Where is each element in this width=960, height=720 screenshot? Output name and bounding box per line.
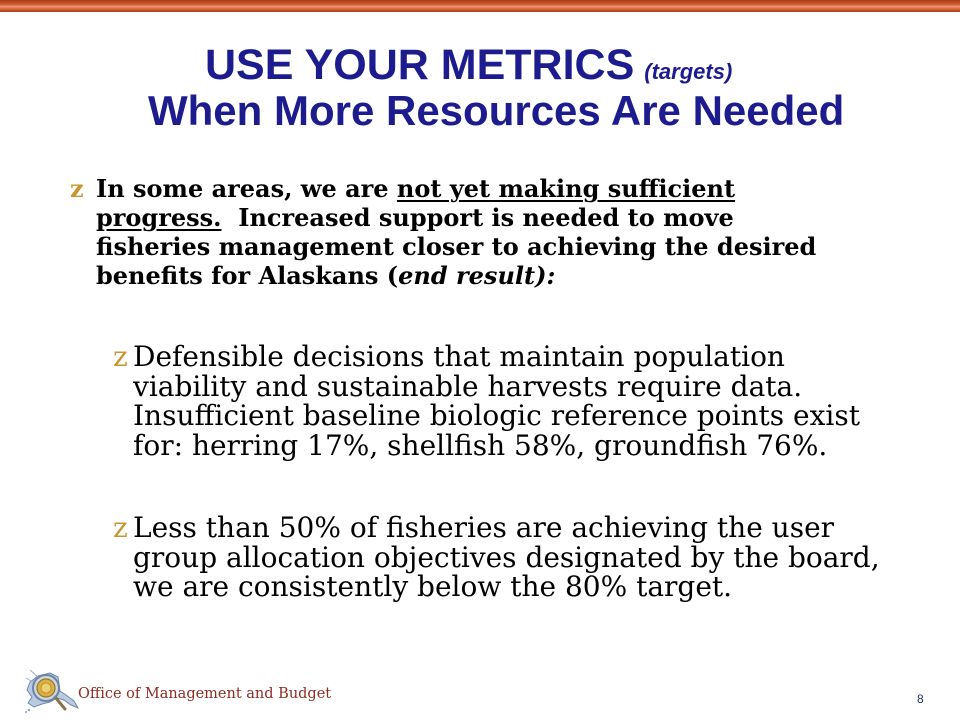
sub-bullet-line: Defensible decisions that maintain population <box>133 340 785 373</box>
main-bullet-line <box>96 203 816 232</box>
sub-bullet-line: Less than 50% of fisheries are achieving the user <box>133 511 835 544</box>
footer-organization-name: Office of Management and Budget <box>78 686 332 702</box>
sub-bullet-line: we are consistently below the 80% target. <box>133 570 733 603</box>
slide-title <box>205 41 733 89</box>
text-segment: benefits for Alaskans ( <box>96 261 399 290</box>
text-segment: Increased support is needed to move <box>221 203 734 232</box>
sub-bullet-text <box>133 342 860 460</box>
alaska-seal-magnifier-logo <box>24 662 80 718</box>
text-segment: In some areas, we are <box>96 174 397 203</box>
sub-bullet-line: viability and sustainable harvests require data. <box>133 369 803 403</box>
slide-title-qualifier: (targets) <box>644 59 733 84</box>
page-number: 8 <box>917 692 924 706</box>
main-bullet-line <box>96 261 816 290</box>
underlined-text: progress. <box>96 203 222 232</box>
sub-bullet-line: group allocation objectives designated by the board, <box>133 540 880 574</box>
main-bullet-line <box>96 174 816 203</box>
sub-bullet-line: for: herring 17%, shellfish 58%, groundfish 76%. <box>133 428 828 462</box>
bullet-marker: z <box>70 174 84 203</box>
bullet-marker: z <box>113 340 128 373</box>
main-bullet-line <box>96 232 816 261</box>
slide-title-main: USE YOUR METRICS <box>205 41 635 89</box>
top-accent-bar <box>0 0 960 12</box>
sub-bullet-text <box>133 513 880 602</box>
sub-bullet-line: Insufficient baseline biologic reference points exist <box>133 399 860 432</box>
italic-text: end result): <box>398 261 556 290</box>
text-segment: fisheries management closer to achieving the desired <box>96 232 817 261</box>
slide-subtitle: When More Resources Are Needed <box>148 87 845 134</box>
main-bullet-text <box>96 174 816 290</box>
bullet-marker: z <box>113 511 128 544</box>
underlined-text: not yet making sufficient <box>396 174 736 203</box>
